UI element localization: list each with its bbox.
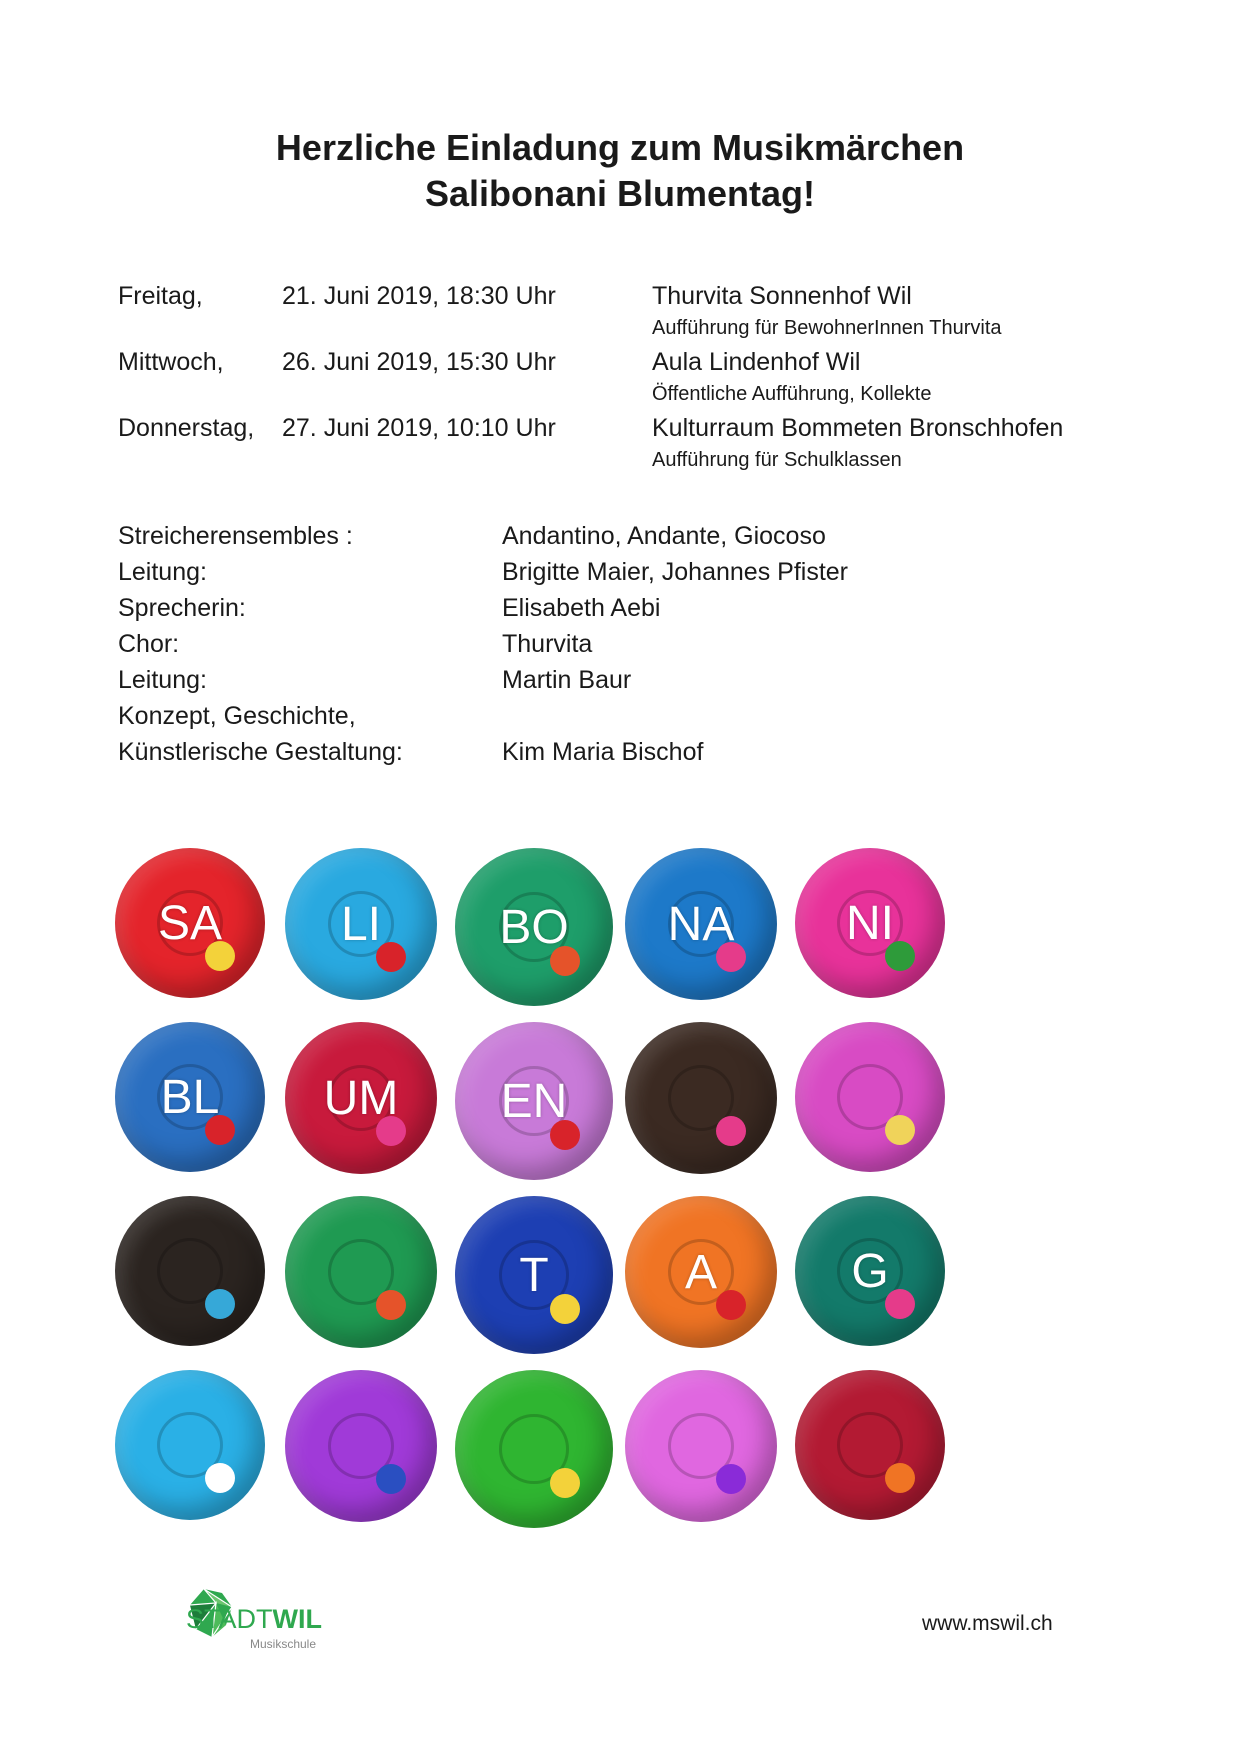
credit-row — [118, 662, 1018, 698]
title-line-2: Salibonani Blumentag! — [424, 173, 816, 214]
performance-venue: Kulturraum Bommeten Bronschhofen — [652, 414, 1064, 442]
credit-row — [118, 590, 1018, 626]
credit-row — [118, 734, 1018, 770]
hat-letters — [625, 1022, 777, 1174]
hat-item — [115, 1370, 265, 1520]
hat-item — [795, 1370, 945, 1520]
hat-item — [625, 1196, 777, 1348]
hat-letters — [795, 1022, 945, 1172]
performance-day: Mittwoch, — [118, 348, 224, 376]
credit-label: Künstlerische Gestaltung: — [118, 738, 403, 766]
hat-letters — [285, 1370, 437, 1522]
hat-collage — [115, 848, 1065, 1548]
hat-letters: T — [519, 1248, 549, 1302]
logo-subtitle: Musikschule — [250, 1637, 317, 1651]
hat-letters: BO — [499, 900, 569, 954]
hat-item — [625, 848, 777, 1000]
performance-venue: Aula Lindenhof Wil — [652, 348, 861, 376]
performance-note: Aufführung für BewohnerInnen Thurvita — [652, 317, 1002, 339]
hat-item — [285, 1196, 437, 1348]
hat-item — [795, 1022, 945, 1172]
credit-value: Brigitte Maier, Johannes Pfister — [502, 558, 848, 586]
website-url[interactable]: www.mswil.ch — [922, 1612, 1053, 1635]
performance-day: Donnerstag, — [118, 414, 255, 442]
hat-item — [795, 1196, 945, 1346]
logo-wordmark — [186, 1604, 322, 1635]
credit-label: Chor: — [118, 630, 180, 658]
credit-value: Martin Baur — [502, 666, 632, 694]
credit-value: Kim Maria Bischof — [502, 738, 704, 766]
hat-letters — [285, 1196, 437, 1348]
hat-item — [115, 1196, 265, 1346]
logo-name-light: STADT — [186, 1604, 273, 1634]
hat-letters: NA — [667, 897, 735, 951]
performance-venue: Thurvita Sonnenhof Wil — [652, 282, 912, 310]
hat-item — [455, 1022, 613, 1180]
performance-day: Freitag, — [118, 282, 203, 310]
invitation-title — [0, 125, 1240, 217]
performance-date: 26. Juni 2019, 15:30 Uhr — [282, 348, 556, 376]
credit-value: Andantino, Andante, Giocoso — [502, 522, 826, 550]
credit-label: Sprecherin: — [118, 594, 246, 622]
hat-item — [455, 1196, 613, 1354]
hat-letters — [455, 1370, 613, 1528]
credit-row — [118, 518, 1018, 554]
hat-letters: BL — [160, 1070, 220, 1124]
hat-letters: NI — [846, 896, 894, 950]
credit-value: Thurvita — [502, 630, 593, 658]
hat-letters: A — [684, 1245, 717, 1299]
hat-letters — [625, 1370, 777, 1522]
hat-letters: EN — [500, 1074, 568, 1128]
credit-label: Konzept, Geschichte, — [118, 702, 356, 730]
credit-row — [118, 698, 1018, 734]
credits-list — [118, 518, 1018, 770]
credit-label: Streicherensembles : — [118, 522, 353, 550]
hat-letters — [115, 1196, 265, 1346]
hat-item — [115, 848, 265, 998]
hat-letters: LI — [340, 897, 382, 951]
hat-item — [455, 848, 613, 1006]
hat-item — [285, 1370, 437, 1522]
hat-item — [455, 1370, 613, 1528]
hat-letters: UM — [323, 1071, 399, 1125]
hat-item — [795, 848, 945, 998]
credit-label: Leitung: — [118, 666, 207, 694]
hat-item — [285, 1022, 437, 1174]
performance-date: 27. Juni 2019, 10:10 Uhr — [282, 414, 556, 442]
hat-item — [625, 1370, 777, 1522]
logo-name-bold: WIL — [272, 1604, 322, 1634]
hat-letters — [115, 1370, 265, 1520]
hat-letters: G — [851, 1244, 889, 1298]
credit-value: Elisabeth Aebi — [502, 594, 661, 622]
hat-item — [115, 1022, 265, 1172]
title-line-1: Herzliche Einladung zum Musikmärchen — [275, 127, 965, 168]
credit-row — [118, 626, 1018, 662]
performance-date: 21. Juni 2019, 18:30 Uhr — [282, 282, 556, 310]
hat-letters: SA — [157, 896, 223, 950]
hat-item — [285, 848, 437, 1000]
performance-note: Öffentliche Aufführung, Kollekte — [652, 383, 932, 405]
credit-row — [118, 554, 1018, 590]
hat-item — [625, 1022, 777, 1174]
credit-label: Leitung: — [118, 558, 207, 586]
performance-note: Aufführung für Schulklassen — [652, 449, 902, 471]
hat-letters — [795, 1370, 945, 1520]
